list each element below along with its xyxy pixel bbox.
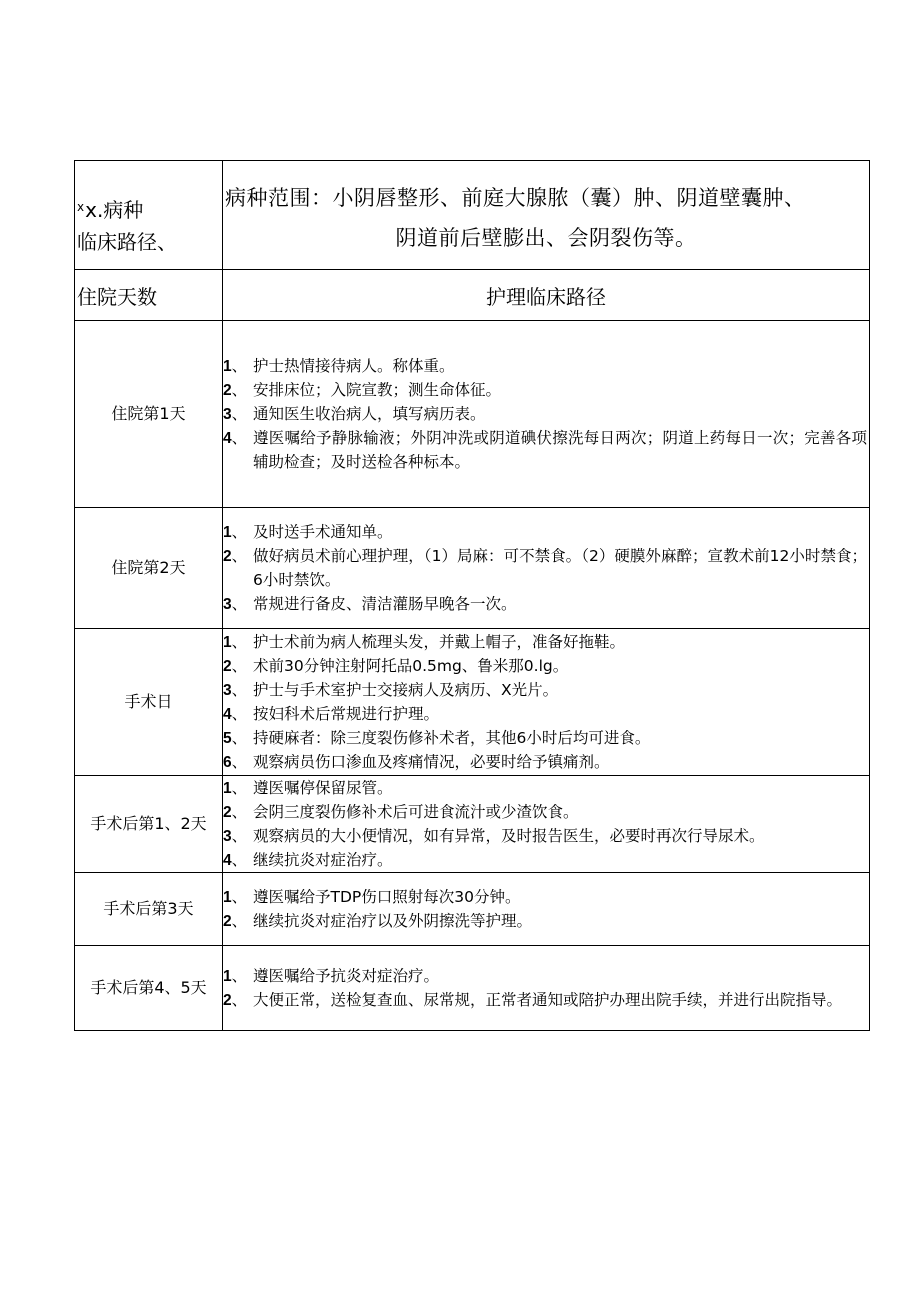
disease-scope-line2: 阴道前后壁膨出、会阴裂伤等。 bbox=[395, 226, 697, 250]
list-item: 3 、 常规进行备皮、清洁灌肠早晚各一次。 bbox=[223, 592, 867, 616]
day-label: 手术日 bbox=[75, 629, 223, 776]
table-row bbox=[75, 873, 870, 946]
list-item: 2 、 做好病员术前心理护理，（1）局麻：可不禁食。（2）硬膜外麻醉；宣教术前12小时禁食；6小时禁饮。 bbox=[223, 544, 867, 592]
list-item: 1 、 护士热情接待病人。称体重。 bbox=[223, 354, 867, 378]
day-label: 手术后第4、5天 bbox=[75, 946, 223, 1031]
list-item: 6 、 观察病员伤口渗血及疼痛情况，必要时给予镇痛剂。 bbox=[223, 750, 867, 774]
list-item: 2 、 继续抗炎对症治疗以及外阴擦洗等护理。 bbox=[223, 909, 867, 933]
nursing-pathway-table bbox=[74, 160, 870, 1031]
list-item: 1 、 及时送手术通知单。 bbox=[223, 520, 867, 544]
column-header-pathway: 护理临床路径 bbox=[223, 270, 870, 321]
table-row bbox=[75, 776, 870, 873]
day-label: 手术后第3天 bbox=[75, 873, 223, 946]
nursing-items bbox=[223, 776, 870, 873]
list-item: 2 、 安排床位；入院宣教；测生命体征。 bbox=[223, 378, 867, 402]
column-header-days: 住院天数 bbox=[75, 270, 223, 321]
nursing-items bbox=[223, 508, 870, 629]
list-item: 3 、 护士与手术室护士交接病人及病历、X光片。 bbox=[223, 678, 867, 702]
nursing-items bbox=[223, 321, 870, 508]
list-item: 3 、 通知医生收治病人，填写病历表。 bbox=[223, 402, 867, 426]
list-item: 4 、 继续抗炎对症治疗。 bbox=[223, 848, 867, 872]
table-row bbox=[75, 629, 870, 776]
list-item: 4 、 遵医嘱给予静脉输液；外阴冲洗或阴道碘伏擦洗每日两次；阴道上药每日一次；完善各项辅助检查；及时送检各种标本。 bbox=[223, 426, 867, 474]
nursing-items bbox=[223, 946, 870, 1031]
table-row bbox=[75, 508, 870, 629]
disease-pathway-title-cell bbox=[75, 161, 223, 270]
nursing-items bbox=[223, 873, 870, 946]
disease-title-line2: 临床路径、 bbox=[77, 230, 177, 254]
nursing-items bbox=[223, 629, 870, 776]
disease-scope-cell bbox=[223, 161, 870, 270]
list-item: 2 、 术前30分钟注射阿托品0.5mg、鲁米那0.lg。 bbox=[223, 654, 867, 678]
table-row bbox=[75, 321, 870, 508]
list-item: 1 、 遵医嘱停保留尿管。 bbox=[223, 776, 867, 800]
column-header-row bbox=[75, 270, 870, 321]
list-item: 3 、 观察病员的大小便情况，如有异常，及时报告医生，必要时再次行导尿术。 bbox=[223, 824, 867, 848]
list-item: 2 、 会阴三度裂伤修补术后可进食流汁或少渣饮食。 bbox=[223, 800, 867, 824]
list-item: 1 、 遵医嘱给予抗炎对症治疗。 bbox=[223, 964, 867, 988]
day-label: 住院第2天 bbox=[75, 508, 223, 629]
disease-scope-line1: 病种范围：小阴唇整形、前庭大腺脓（囊）肿、阴道壁囊肿、 bbox=[225, 186, 806, 210]
list-item: 1 、 遵医嘱给予TDP伤口照射每次30分钟。 bbox=[223, 885, 867, 909]
day-label: 住院第1天 bbox=[75, 321, 223, 508]
table-row bbox=[75, 946, 870, 1031]
list-item: 5 、 持硬麻者：除三度裂伤修补术者，其他6小时后均可进食。 bbox=[223, 726, 867, 750]
disease-title-line1: $^x$x.病种 bbox=[77, 198, 144, 222]
list-item: 2 、 大便正常，送检复查血、尿常规，正常者通知或陪护办理出院手续，并进行出院指导。 bbox=[223, 988, 867, 1012]
header-row bbox=[75, 161, 870, 270]
list-item: 4 、 按妇科术后常规进行护理。 bbox=[223, 702, 867, 726]
list-item: 1 、 护士术前为病人梳理头发，并戴上帽子，准备好拖鞋。 bbox=[223, 630, 867, 654]
day-label: 手术后第1、2天 bbox=[75, 776, 223, 873]
